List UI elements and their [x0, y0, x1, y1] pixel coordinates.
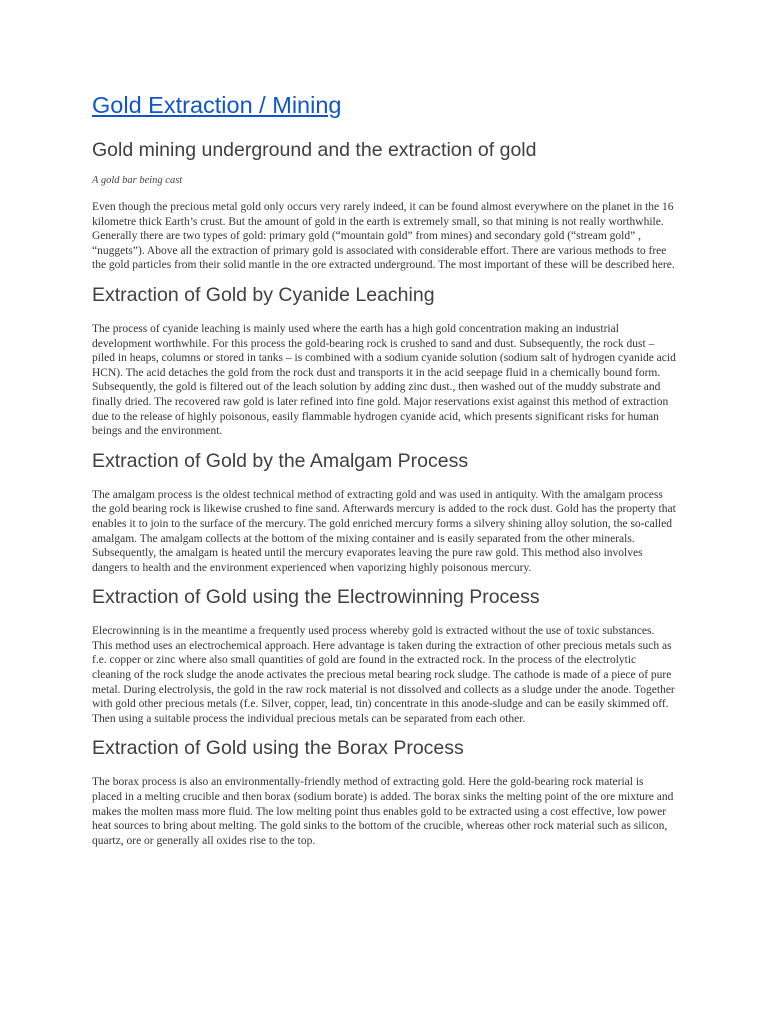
section-electrowinning-process — [92, 585, 676, 726]
page-title-link[interactable]: Gold Extraction / Mining — [92, 92, 342, 118]
page-subtitle: Gold mining underground and the extraction of gold — [92, 139, 537, 161]
section-paragraph: The amalgam process is the oldest technical method of extracting gold and was used in antiquity. With the amalgam process the gold bearing rock is likewise crushed to fine sand. Afterwards mercury is added to the rock dust. Gold has the property that enables it to join to the surface of the mercury. The gold enriched mercury forms a silvery shining alloy solution, the so-called amalgam. The amalgam collects at the bottom of the mixing container and is easily separated from the other minerals. Subsequently, the amalgam is heated until the mercury evaporates leaving the pure raw gold. This method also involves dangers to health and the environment experienced when vaporizing highly poisonous mercury. — [92, 488, 676, 574]
section-paragraph: Elecrowinning is in the meantime a frequently used process whereby gold is extracted without the use of toxic substances. This method uses an electrochemical approach. Here advantage is taken during the extraction of other precious metals such as f.e. copper or zinc where also small quantities of gold are found in the extracted rock. In the process of the electrolytic cleaning of the rock sludge the anode activates the precious metal bearing rock sludge. The cathode is made of a piece of pure metal. During electrolysis, the gold in the raw rock material is not dissolved and collects as a sludge under the anode. Together with gold other precious metals (f.e. Silver, copper, lead, tin) concentrate in this anode-sludge and can be easily skimmed off. Then using a suitable process the individual precious metals can be separated from each other. — [92, 625, 675, 725]
section-heading: Extraction of Gold using the Borax Process — [92, 737, 464, 760]
intro-paragraph: Even though the precious metal gold only occurs very rarely indeed, it can be found almost everywhere on the planet in the 16 kilometre thick Earth’s crust. But the amount of gold in the earth is extremely small, so that mining is not really worthwhile. Generally there are two types of gold: primary gold (“mountain gold” from mines) and secondary gold (“stream gold” , “nuggets”). Above all the extraction of primary gold is associated with considerable effort. There are various methods to free the gold particles from their solid mantle in the ore extracted underground. The most important of these will be described here. — [92, 201, 675, 272]
section-borax-process — [92, 736, 676, 848]
section-heading: Extraction of Gold by Cyanide Leaching — [92, 283, 435, 306]
section-heading: Extraction of Gold using the Electrowinning Process — [92, 586, 540, 609]
section-cyanide-leaching — [92, 283, 676, 439]
section-amalgam-process — [92, 449, 676, 576]
section-paragraph: The process of cyanide leaching is mainly used where the earth has a high gold concentration making an industrial development worthwhile. For this process the gold-bearing rock is crushed to sand and dust. Subsequently, the rock dust – piled in heaps, columns or stored in tanks – is combined with a sodium cyanide solution (sodium salt of hydrogen cyanide acid HCN). The acid detaches the gold from the rock dust and transports it in the acid seepage fluid in a chemically bound form. Subsequently, the gold is filtered out of the leach solution by adding zinc dust., then washed out of the muddy substrate and finally dried. The recovered raw gold is later refined into fine gold. Major reservations exist against this method of extraction due to the release of highly poisonous, easily flammable hydrogen cyanide acid, which presents significant risks for human beings and the environment. — [92, 322, 676, 438]
document-page — [92, 92, 676, 848]
section-heading: Extraction of Gold by the Amalgam Process — [92, 449, 469, 472]
image-caption: A gold bar being cast — [92, 175, 183, 186]
section-paragraph: The borax process is also an environmentally-friendly method of extracting gold. Here the gold-bearing rock material is placed in a melting crucible and then borax (sodium borate) is added. The borax sinks the melting point of the ore mixture and makes the molten mass more fluid. The low melting point thus enables gold to be extracted using a cost effective, low power heat sources to bring about melting. The gold sinks to the bottom of the crucible, whereas other rock material such as silicon, quartz, ore or generally all oxides rise to the top. — [92, 776, 674, 847]
